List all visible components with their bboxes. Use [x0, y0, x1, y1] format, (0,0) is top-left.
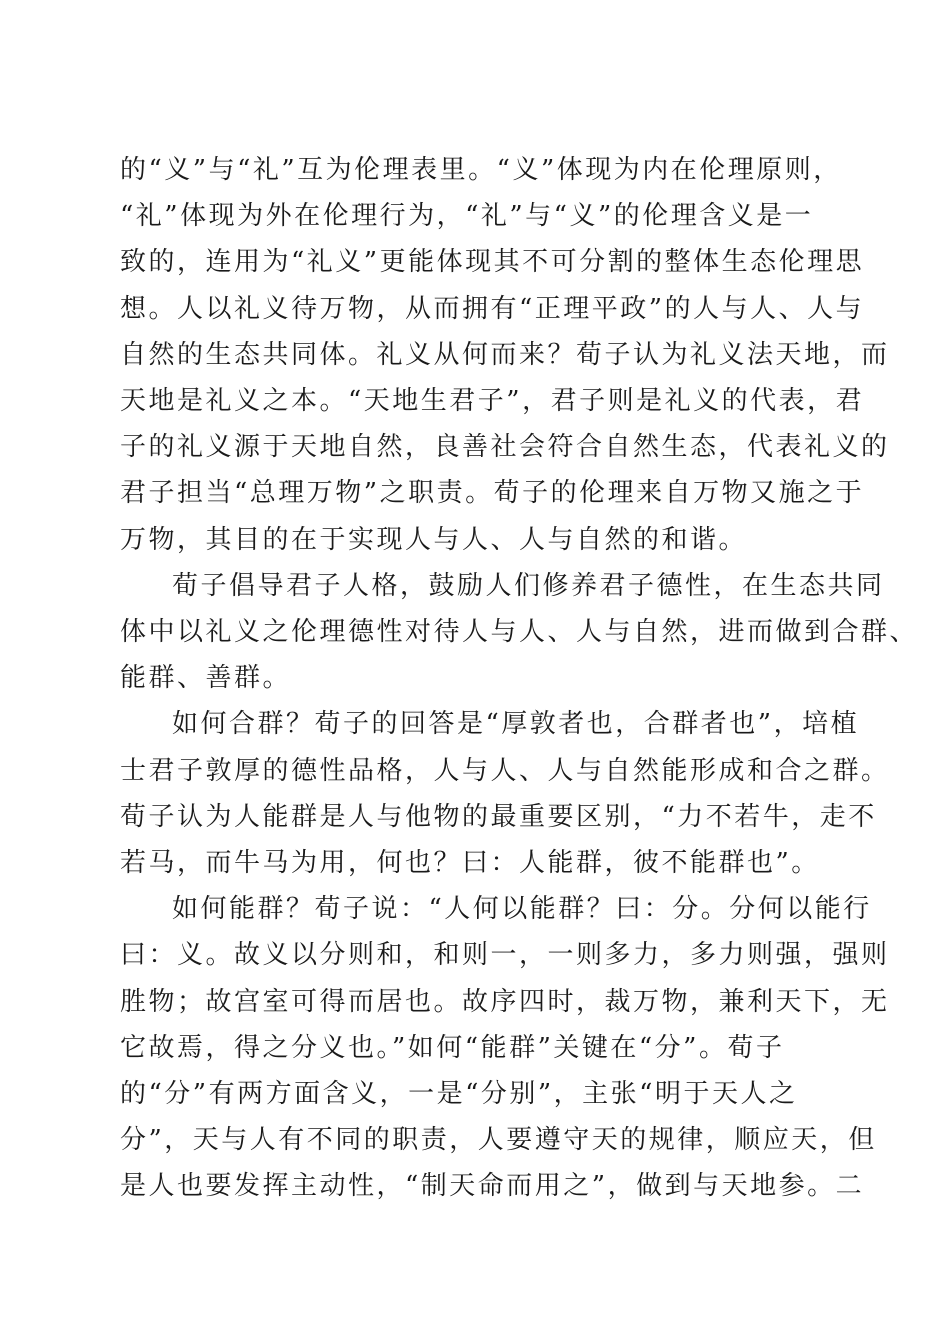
- text-line: 它故焉，得之分义也。”如何“能群”关键在“分”。荀子: [120, 1032, 785, 1063]
- text-line: 胜物；故宫室可得而居也。故序四时，裁万物，兼利天下，无: [120, 986, 890, 1017]
- text-line: 的“分”有两方面含义，一是“分别”，主张“明于天人之: [120, 1079, 798, 1110]
- text-line: 荀子倡导君子人格，鼓励人们修养君子德性，在生态共同: [172, 570, 885, 601]
- paragraph-3: [120, 701, 890, 886]
- text-line: 分”，天与人有不同的职责，人要遵守天的规律，顺应天，但: [120, 1125, 877, 1156]
- text-line: 想。人以礼义待万物，从而拥有“正理平政”的人与人、人与: [120, 293, 865, 324]
- text-line: 体中以礼义之伦理德性对待人与人、人与自然，进而做到合群、: [120, 617, 919, 648]
- text-line: 若马，而牛马为用，何也？曰：人能群，彼不能群也”。: [120, 848, 820, 879]
- text-line: 士君子敦厚的德性品格，人与人、人与自然能形成和合之群。: [120, 755, 890, 786]
- text-line: 如何能群？荀子说：“人何以能群？曰：分。分何以能行: [172, 894, 872, 925]
- text-line: 如何合群？荀子的回答是“厚敦者也，合群者也”，培植: [172, 709, 860, 740]
- text-line: 能群、善群。: [120, 663, 292, 694]
- text-line: 子的礼义源于天地自然，良善社会符合自然生态，代表礼义的: [120, 432, 890, 463]
- text-line: 自然的生态共同体。礼义从何而来？荀子认为礼义法天地，而: [120, 339, 890, 370]
- text-line: 荀子认为人能群是人与他物的最重要区别，“力不若牛，走不: [120, 801, 877, 832]
- text-line: 曰：义。故义以分则和，和则一，一则多力，多力则强，强则: [120, 940, 890, 971]
- text-line: “礼”体现为外在伦理行为，“礼”与“义”的伦理含义是一: [120, 201, 814, 232]
- text-line: 万物，其目的在于实现人与人、人与自然的和谐。: [120, 524, 748, 555]
- paragraph-4: [120, 886, 890, 1209]
- paragraph-2: [120, 563, 919, 702]
- paragraph-1: [120, 147, 890, 563]
- text-line: 天地是礼义之本。“天地生君子”，君子则是礼义的代表，君: [120, 386, 865, 417]
- text-line: 君子担当“总理万物”之职责。荀子的伦理来自万物又施之于: [120, 478, 865, 509]
- body-text: [120, 147, 919, 1210]
- text-line: 是人也要发挥主动性，“制天命而用之”，做到与天地参。二: [120, 1171, 865, 1202]
- text-line: 致的，连用为“礼义”更能体现其不可分割的整体生态伦理思: [120, 247, 865, 278]
- text-line: 的“义”与“礼”互为伦理表里。“义”体现为内在伦理原则，: [120, 155, 842, 185]
